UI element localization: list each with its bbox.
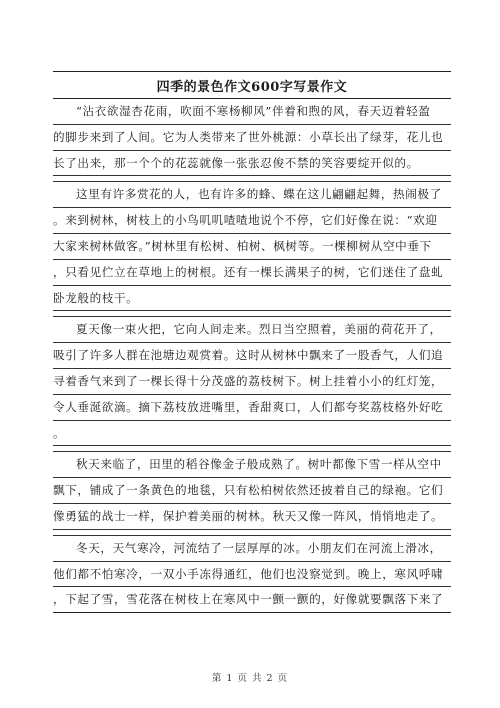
text-line: 像勇猛的战士一样，保护着美丽的树林。秋天又像一阵风，悄悄地走了。: [53, 504, 451, 530]
text-line: 。: [53, 421, 451, 447]
paragraph: [53, 99, 451, 176]
paragraph: [53, 536, 451, 613]
text-line: ，下起了雪，雪花落在树枝上在寒风中一颤一颤的，好像就要飘落下来了: [53, 587, 451, 613]
text-line: 的脚步来到了人间。它为人类带来了世外桃源：小草长出了绿芽，花儿也: [53, 125, 451, 151]
text-line: 冬天，天气寒冷，河流结了一层厚厚的冰。小朋友们在河流上滑冰，: [53, 536, 451, 562]
text-line: 这里有许多赏花的人，也有许多的蜂、蝶在这儿翩翩起舞，热闹极了: [53, 182, 451, 208]
text-line: 秋天来临了，田里的稻谷像金子般成熟了。树叶都像下雪一样从空中: [53, 452, 451, 478]
text-line: 他们都不怕寒冷，一双小手冻得通红，他们也没察觉到。晚上，寒风呼啸: [53, 562, 451, 588]
text-line: 寻着香气来到了一棵长得十分茂盛的荔枝树下。树上挂着小小的红灯笼，: [53, 369, 451, 395]
essay-title: 四季的景色作文600字写景作文: [53, 71, 451, 99]
text-line: ，只看见伫立在草地上的树根。还有一棵长满果子的树，它们迷住了盘虬: [53, 260, 451, 286]
text-line: 令人垂涎欲滴。摘下荔枝放进嘴里，香甜爽口，人们都夸奖荔枝格外好吃: [53, 395, 451, 421]
paragraph: [53, 452, 451, 529]
text-line: 夏天像一束火把，它向人间走来。烈日当空照着，美丽的荷花开了，: [53, 317, 451, 343]
text-line: 大家来树林做客。”树林里有松树、柏树、枫树等。一棵柳树从空中垂下: [53, 234, 451, 260]
text-line: 卧龙般的枝干。: [53, 286, 451, 312]
essay-sheet: [53, 71, 451, 613]
text-line: 吸引了许多人群在池塘边观赏着。这时从树林中飘来了一股香气，人们追: [53, 343, 451, 369]
paragraph: [53, 317, 451, 446]
page-footer: 第 1 页 共 2 页: [211, 673, 289, 684]
text-line: 长了出来，那一个个的花蕊就像一张张忍俊不禁的笑容要绽开似的。: [53, 151, 451, 177]
text-line: 。来到树林，树枝上的小鸟叽叽喳喳地说个不停，它们好像在说：“欢迎: [53, 208, 451, 234]
essay-body: [53, 99, 451, 613]
text-line: “沾衣欲湿杏花雨，吹面不寒杨柳风”伴着和煦的风，春天迈着轻盈: [53, 99, 451, 125]
paragraph: [53, 182, 451, 311]
text-line: 飘下，铺成了一条黄色的地毯，只有松柏树依然还披着自己的绿袍。它们: [53, 478, 451, 504]
